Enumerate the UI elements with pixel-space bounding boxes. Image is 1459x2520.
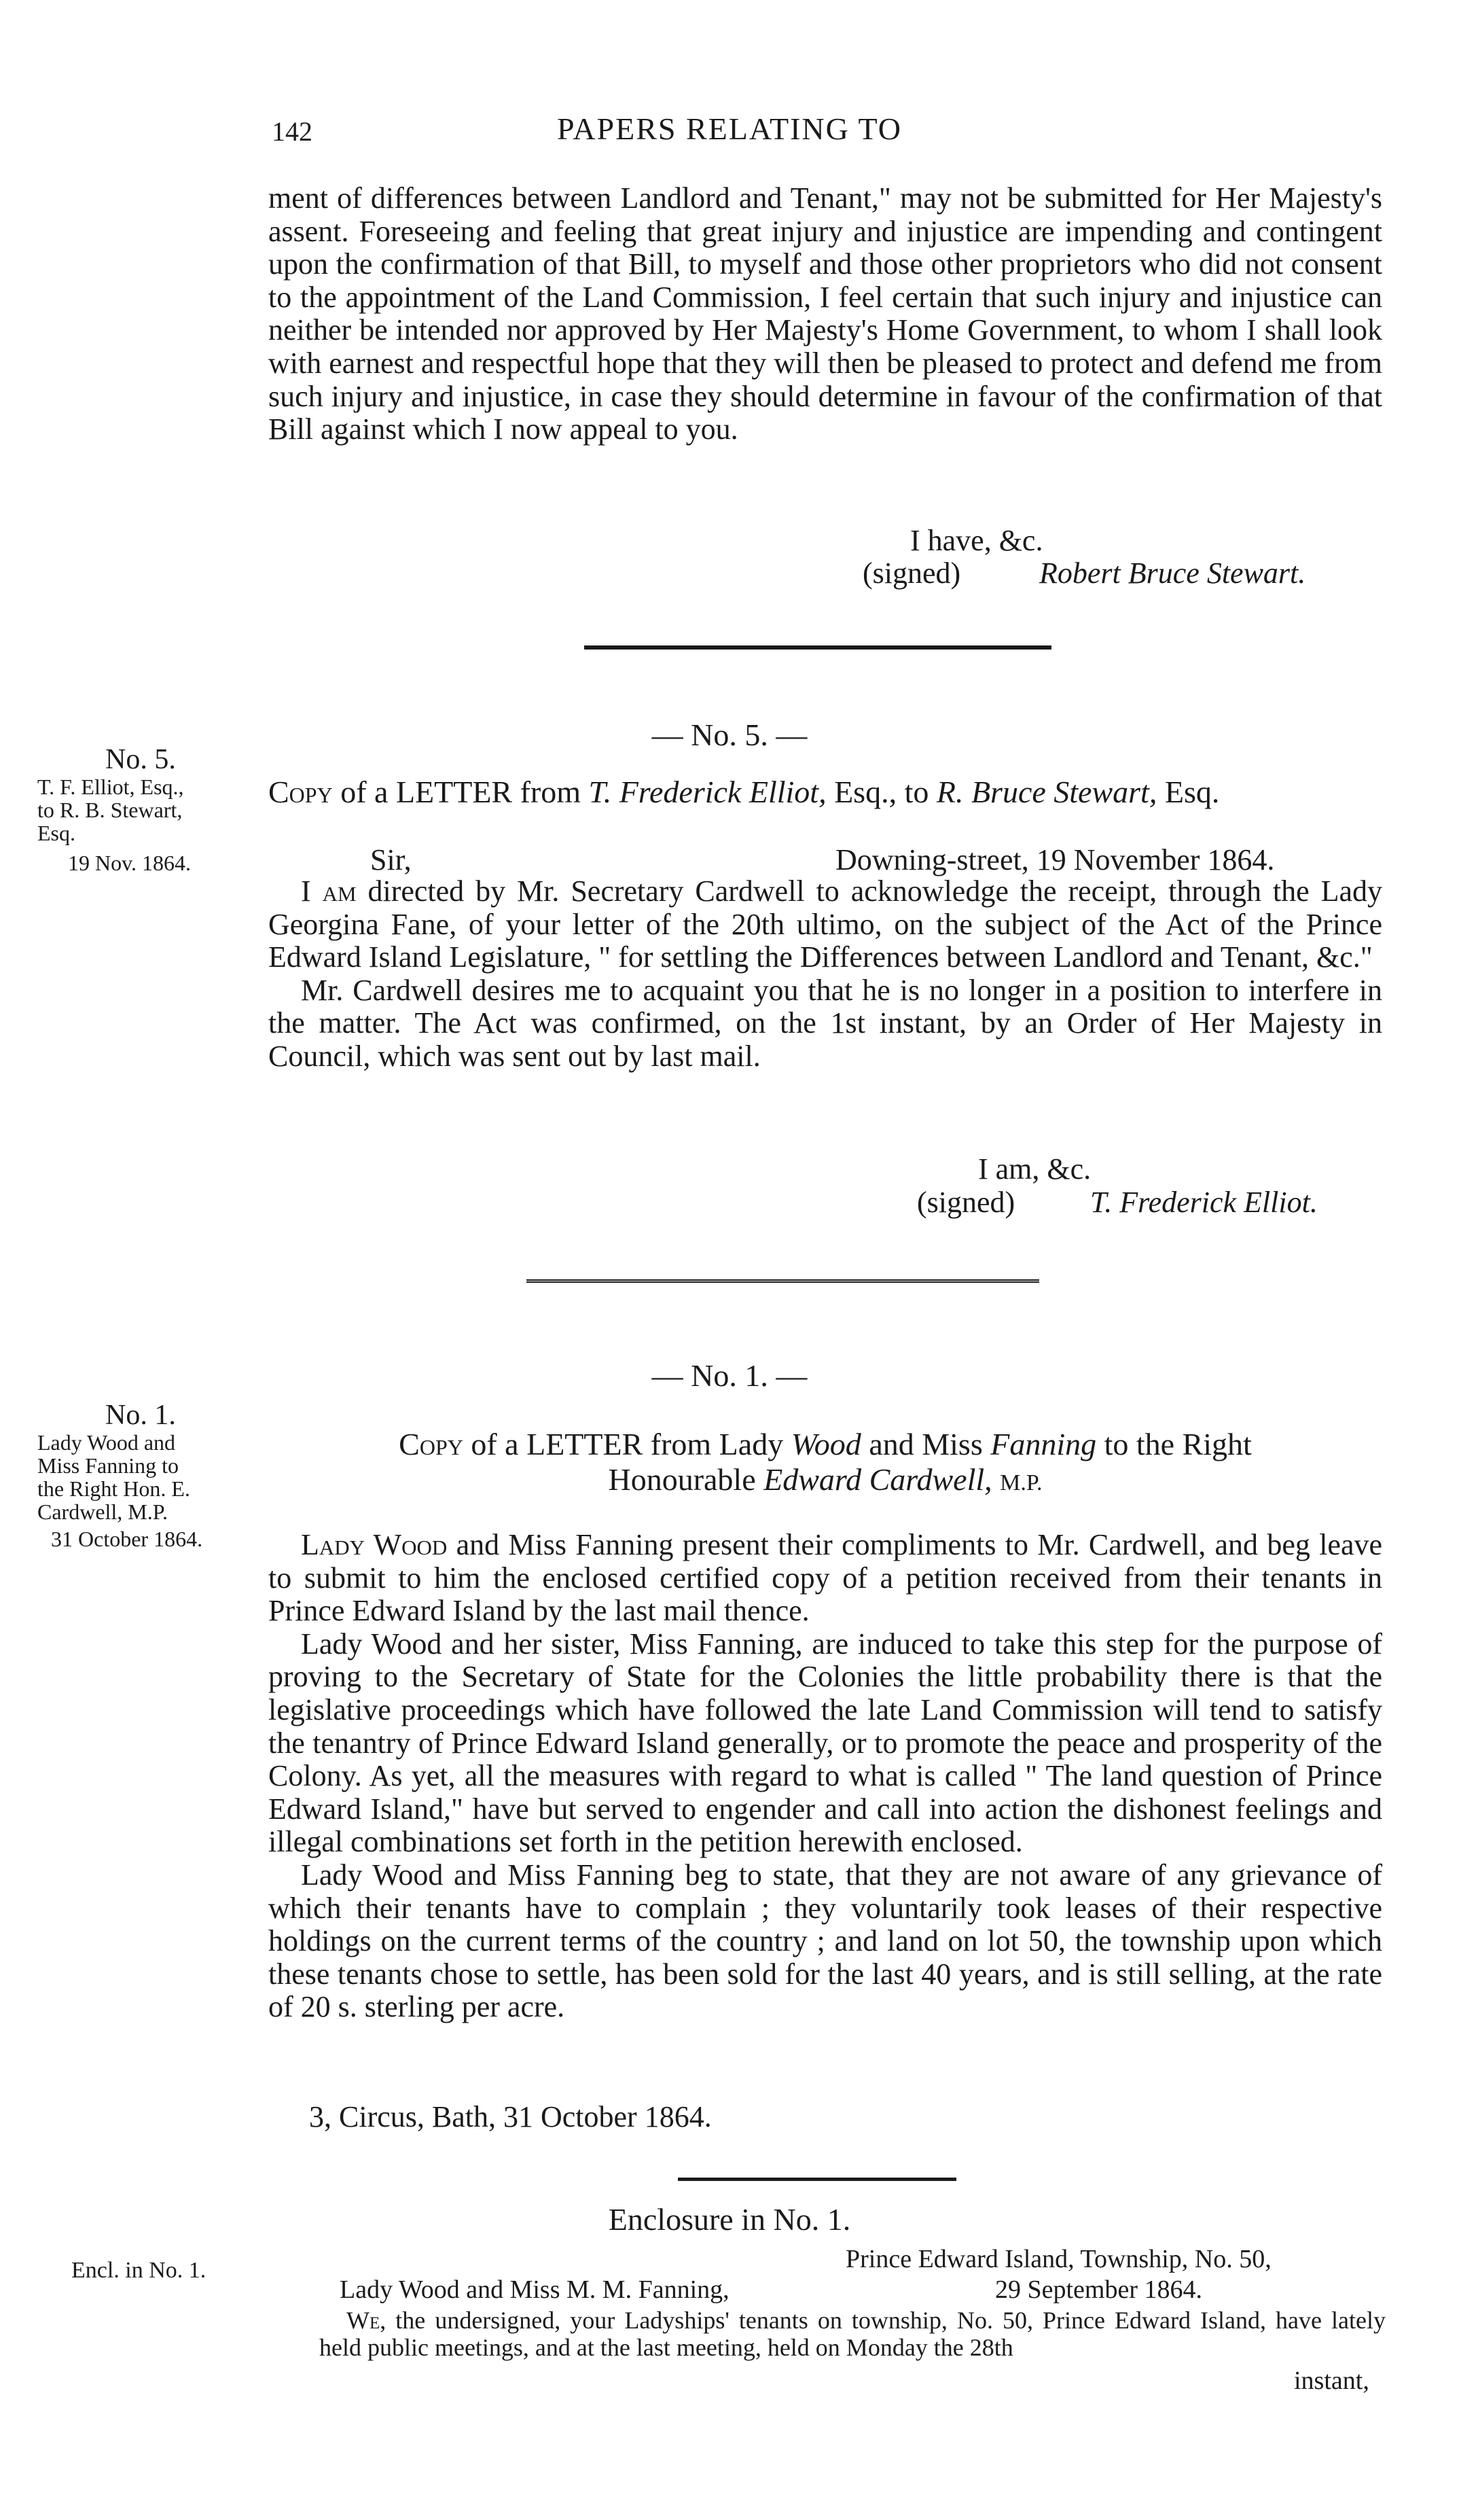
no1-margin-date: 31 October 1864. xyxy=(51,1527,203,1551)
no5-title-esq2: Esq. xyxy=(1164,775,1220,809)
no5-signature: T. Frederick Elliot. xyxy=(1090,1186,1318,1219)
no1-letter-body xyxy=(268,1529,1382,2024)
previous-letter-body xyxy=(268,182,1382,446)
no5-place-date: Downing-street, 19 November 1864. xyxy=(835,843,1275,876)
no5-margin-parties-2: to R. B. Stewart, xyxy=(37,798,183,822)
no5-title-copy: Copy xyxy=(268,775,333,809)
no5-number-heading: — No. 5. — xyxy=(651,717,808,752)
no1-margin-number: No. 1. xyxy=(105,1400,176,1431)
no1-paragraph-3: Lady Wood and Miss Fanning beg to state, that they are not aware of any grievance of which their tenants have to complain ; they voluntarily took leases of their respective holdings on the current terms of the country ; and land on lot 50, the township upon which these tenants chose to settle, has been sold for the last 40 years, and is still selling, at the rate of 20 s. sterling per acre. xyxy=(268,1858,1382,2024)
previous-letter-closing: I have, &c. xyxy=(910,524,1043,557)
previous-letter-signature: Robert Bruce Stewart. xyxy=(1039,556,1306,590)
no1-paragraph-1 xyxy=(268,1529,1382,1628)
enclosure-margin-note: Encl. in No. 1. xyxy=(71,2258,206,2283)
no5-signed: (signed) xyxy=(917,1186,1015,1219)
no1-title-mp: M.P. xyxy=(1000,1470,1043,1495)
enclosure-body xyxy=(319,2307,1386,2361)
running-title: PAPERS RELATING TO xyxy=(556,111,903,146)
no1-p1-text: and Miss Fanning present their compliments to Mr. Cardwell, and beg leave to submit to him the enclosed certified copy of a petition received from their tenants in Prince Edward Island by the last mail thence. xyxy=(268,1528,1383,1628)
page-number: 142 xyxy=(272,116,312,147)
no5-title-to: R. Bruce Stewart, xyxy=(936,775,1157,809)
no1-title-part-c: to the Right xyxy=(1104,1427,1252,1461)
previous-letter-paragraph: ment of differences between Landlord and Tenant," may not be submitted for Her Majesty's assent. Foreseeing and feeling that great injury and injustice are impending and contingent upon the confirmation of that Bill, to myself and those other proprietors who did not consent to the appointment of the Land Commission, I feel certain that such injury and injustice can neither be intended nor approved by Her Majesty's Home Government, to whom I shall look with earnest and respectful hope that they will then be pleased to protect and defend me from such injury and injustice, in case they should determine in favour of the confirmation of that Bill against which I now appeal to you. xyxy=(268,181,1382,446)
no1-margin-parties-3: the Right Hon. E. xyxy=(37,1476,190,1501)
no5-p1-lead: I am xyxy=(301,874,357,908)
no1-letter-title xyxy=(268,1427,1382,1501)
no1-title-honourable: Honourable xyxy=(608,1462,756,1497)
enclosure-p1-lead: We, xyxy=(346,2307,386,2334)
no1-margin-parties-4: Cardwell, M.P. xyxy=(37,1499,168,1524)
no5-title-of-letter: of a LETTER from xyxy=(340,775,581,809)
section-divider xyxy=(678,2178,956,2181)
no1-margin-parties-2: Miss Fanning to xyxy=(37,1453,179,1478)
page-continuation-catchword: instant, xyxy=(1294,2366,1369,2395)
no1-address: 3, Circus, Bath, 31 October 1864. xyxy=(309,2100,712,2133)
enclosure-p1-text: the undersigned, your Ladyships' tenants on township, No. 50, Prince Edward Island, have lately held public meetings, and at the last meeting, held on Monday the 28th xyxy=(319,2307,1386,2361)
no1-title-fanning: Fanning xyxy=(990,1427,1097,1461)
no5-salutation: Sir, xyxy=(370,843,412,876)
no1-title-part-b: and Miss xyxy=(869,1427,983,1461)
no5-title-from: T. Frederick Elliot, xyxy=(588,775,827,809)
no5-p1-text: directed by Mr. Secretary Cardwell to acknowledge the receipt, through the Lady Georgina Fane, of your letter of the 20th ultimo, on the subject of the Act of the Prince Edward Island Legislature, " for settling the Differences between Landlord and Tenant, &c." xyxy=(268,874,1383,974)
no5-margin-parties-1: T. F. Elliot, Esq., xyxy=(37,775,184,799)
no1-margin-parties-1: Lady Wood and xyxy=(37,1430,176,1455)
no5-paragraph-1 xyxy=(268,875,1382,974)
no1-title-part-a: of a LETTER from Lady xyxy=(471,1427,784,1461)
enclosure-addressee: Lady Wood and Miss M. M. Fanning, xyxy=(340,2275,730,2304)
enclosure-paragraph-1 xyxy=(319,2307,1386,2361)
previous-letter-signed: (signed) xyxy=(863,556,961,590)
no1-margin-note xyxy=(37,1400,262,1550)
no5-margin-date: 19 Nov. 1864. xyxy=(68,851,192,875)
no1-title-copy: Copy xyxy=(399,1427,463,1461)
no5-margin-note xyxy=(37,744,241,874)
no5-margin-parties-3: Esq. xyxy=(37,821,75,845)
no1-title-line-1 xyxy=(268,1427,1382,1462)
enclosure-date: 29 September 1864. xyxy=(995,2275,1203,2304)
no1-paragraph-2: Lady Wood and her sister, Miss Fanning, are induced to take this step for the purpose of proving to the Secretary of State for the Colonies the little probability there is that the legislative proceedings which have followed the late Land Commission will tend to satisfy the tenantry of Prince Edward Island generally, or to promote the peace and prosperity of the Colony. As yet, all the measures with regard to what is called " The land question of Prince Edward Island," have but served to engender and call into action the dishonest feelings and illegal combinations set forth in the petition herewith enclosed. xyxy=(268,1627,1382,1859)
enclosure-heading: Enclosure in No. 1. xyxy=(608,2202,851,2237)
no5-title-esq1: Esq., to xyxy=(834,775,929,809)
no1-title-cardwell: Edward Cardwell, xyxy=(763,1462,992,1497)
no5-letter-title xyxy=(268,775,1382,810)
no5-letter-body xyxy=(268,875,1382,1073)
no5-margin-number: No. 5. xyxy=(105,744,176,775)
enclosure-place: Prince Edward Island, Township, No. 50, xyxy=(846,2245,1272,2273)
no1-title-line-2 xyxy=(268,1462,1382,1501)
no1-number-heading: — No. 1. — xyxy=(651,1358,808,1393)
section-divider xyxy=(526,1279,1039,1283)
no1-p1-lead: Lady Wood xyxy=(301,1528,448,1561)
no5-paragraph-2: Mr. Cardwell desires me to acquaint you that he is no longer in a position to interfere in the matter. The Act was confirmed, on the 1st instant, by an Order of Her Majesty in Council, which was sent out by last mail. xyxy=(268,973,1382,1073)
no5-closing: I am, &c. xyxy=(978,1152,1092,1186)
section-divider xyxy=(584,645,1051,650)
no1-title-wood: Wood xyxy=(791,1427,861,1461)
